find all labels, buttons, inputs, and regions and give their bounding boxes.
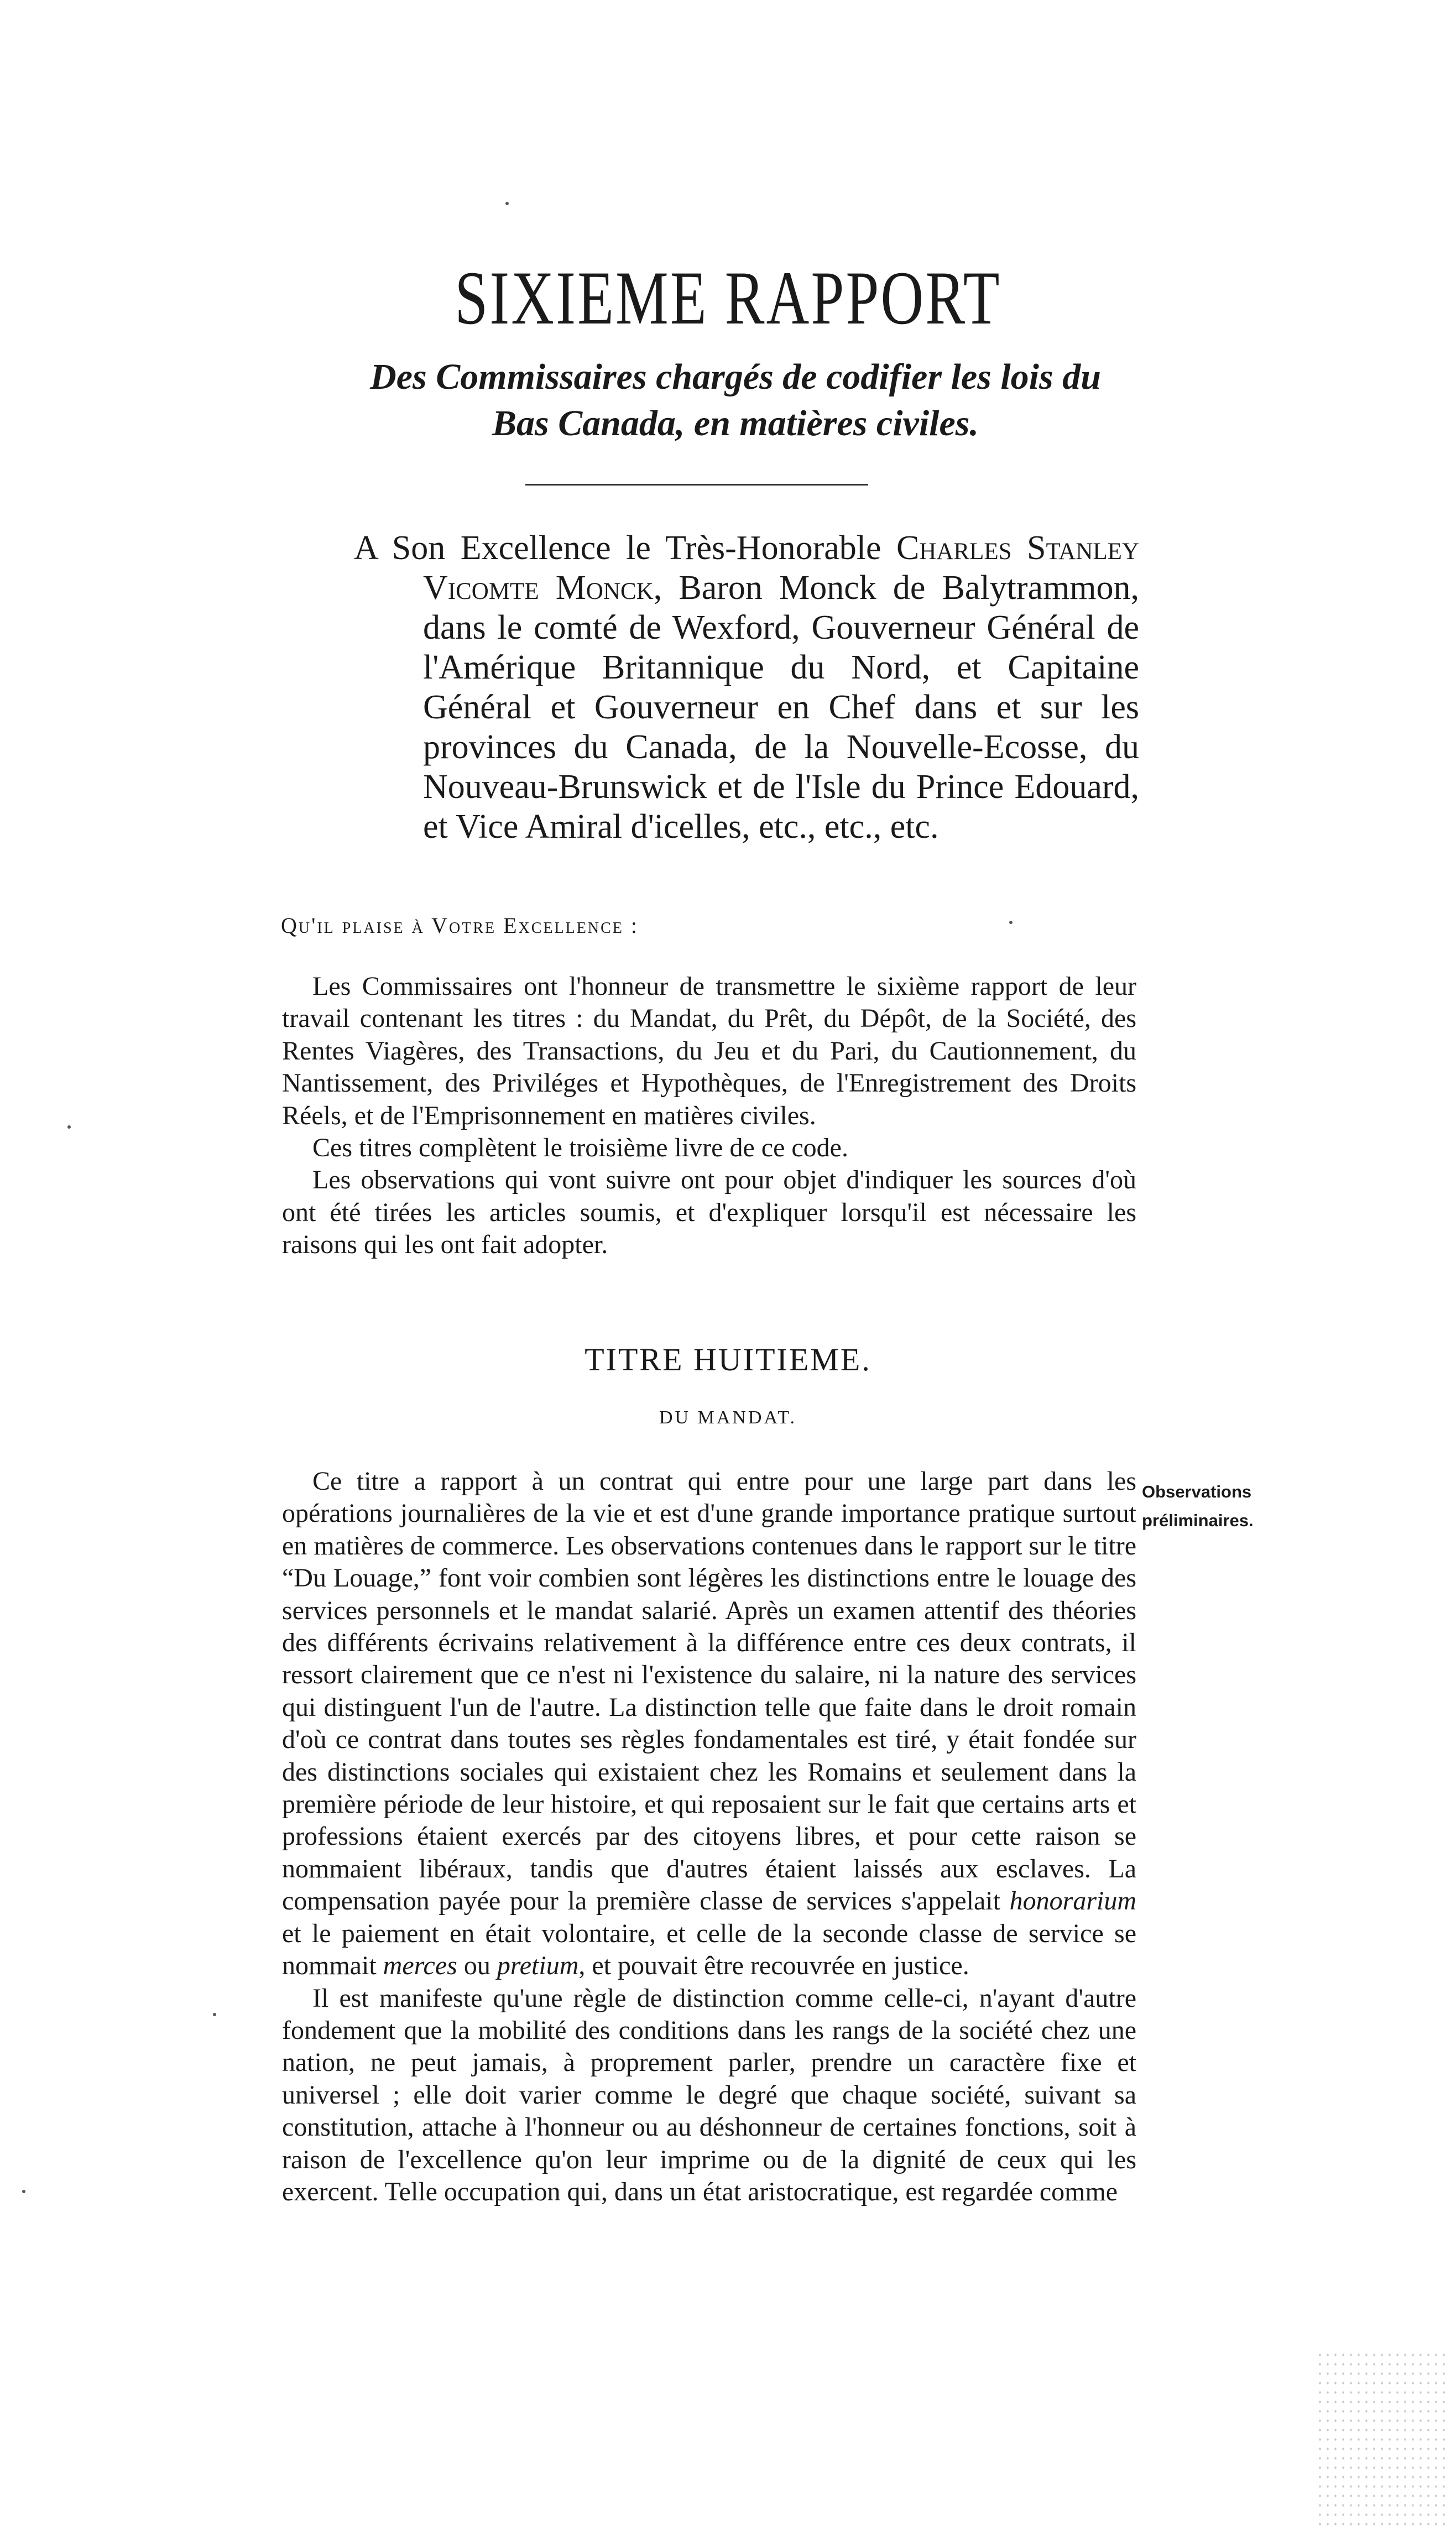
paper-speck [67, 1125, 71, 1129]
mandat-p1-middle: et le paiement en était volontaire, et celle de la seconde classe de service se nommait [282, 1918, 1136, 1981]
address-lead: A Son Excellence le Très-Honorable [354, 529, 896, 567]
paper-speck [213, 2013, 216, 2016]
paper-grain [1316, 2350, 1449, 2527]
paper-speck [505, 202, 509, 205]
salutation: Qu'il plaise à Votre Excellence : [281, 913, 639, 938]
mandat-p1-before: Ce titre a rapport à un contrat qui entre pour une large part dans les opérations journalières de la vie et est d'une grande importance pratique surtout en matières de commerce. Les observations contenues dans le rapport sur le titre “Du Louage,” font voir combien sont légères les distinctions entre le louage des services personnels et le mandat salarié. Après un examen attentif des théories des différents écrivains relativement à la différence entre ces deux contrats, il ressort clairement que ce n'est ni l'existence du salaire, ni la nature des services qui distinguent l'un de l'autre. La distinction telle que faite dans le droit romain d'où ce contrat dans toutes ses règles fondamentales est tiré, y était fondée sur des distinctions sociales qui existaient chez les Romains et seulement dans la première période de leur histoire, et qui reposaient sur le fait que certains arts et professions étaient exercés par des citoyens libres, et pour cette raison se nommaient libéraux, tandis que d'autres étaient laissés aux esclaves. La compensation payée pour la première classe de services s'appelait [282, 1467, 1136, 1916]
term-honorarium: honorarium [1009, 1886, 1136, 1916]
mandat-p1-ou: ou [457, 1951, 497, 1981]
mandat-paragraph-1 [282, 1465, 1136, 1982]
intro-text [282, 970, 1136, 1261]
intro-paragraph: Les observations qui vont suivre ont pour objet d'indiquer les sources d'où ont été tirées les articles soumis, et d'expliquer lorsqu'il est nécessaire les raisons qui les ont fait adopter. [282, 1165, 1136, 1260]
address-name: Charles Stanley Vicomte Monck [423, 529, 1139, 607]
mandat-text [282, 1465, 1136, 2208]
address-rest: , Baron Monck de Balytrammon, dans le comté de Wexford, Gouverneur Général de l'Amérique Britannique du Nord, et Capitaine Général et Gouverneur en Chef dans et sur les provinces du Canada, de la Nouvelle-Ecosse, du Nouveau-Brunswick et de l'Isle du Prince Edouard, et Vice Amiral d'icelles, etc., etc., etc. [423, 569, 1140, 846]
title-divider [525, 484, 868, 486]
report-title: SIXIEME RAPPORT [455, 255, 1001, 340]
intro-paragraph: Les Commissaires ont l'honneur de transmettre le sixième rapport de leur travail contenant les titres : du Mandat, du Prêt, du Dépôt, de la Société, des Rentes Viagères, des Transactions, du Jeu et du Pari, du Cautionnement, du Nantissement, des Priviléges et Hypothèques, de l'Enregistrement des Droits Réels, et de l'Emprisonnement en matières civiles. [282, 972, 1136, 1130]
margin-note-line-2: préliminaires. [1142, 1511, 1254, 1530]
paper-speck [22, 2190, 25, 2193]
paper-speck [1009, 921, 1013, 924]
dedication-address [354, 528, 1139, 847]
section-heading: TITRE HUITIEME. [585, 1342, 871, 1377]
mandat-paragraph-2: Il est manifeste qu'une règle de distinction comme celle-ci, n'ayant d'autre fondement que la mobilité des conditions dans les rangs de la société chez une nation, ne peut jamais, à proprement parler, prendre un caractère fixe et universel ; elle doit varier comme le degré que chaque société, suivant sa constitution, attache à l'honneur ou au déshonneur de certaines fonctions, soit à raison de l'excellence qu'on leur imprime ou de la dignité de ceux qui les exercent. Telle occupation qui, dans un état aristocratique, est regardée comme [282, 1983, 1136, 2206]
subtitle-line-2: Bas Canada, en matières civiles. [492, 403, 979, 443]
report-subtitle [276, 354, 1194, 447]
subtitle-line-1: Des Commissaires chargés de codifier les lois du [370, 357, 1101, 397]
term-merces: merces [383, 1951, 457, 1981]
section-subheading: DU MANDAT. [659, 1407, 797, 1428]
term-pretium: pretium [497, 1951, 579, 1981]
margin-note-line-1: Observations [1142, 1482, 1252, 1501]
margin-note [1142, 1478, 1280, 1535]
mandat-p1-after: , et pouvait être recouvrée en justice. [578, 1951, 969, 1981]
intro-paragraph: Ces titres complètent le troisième livre de ce code. [312, 1133, 848, 1163]
